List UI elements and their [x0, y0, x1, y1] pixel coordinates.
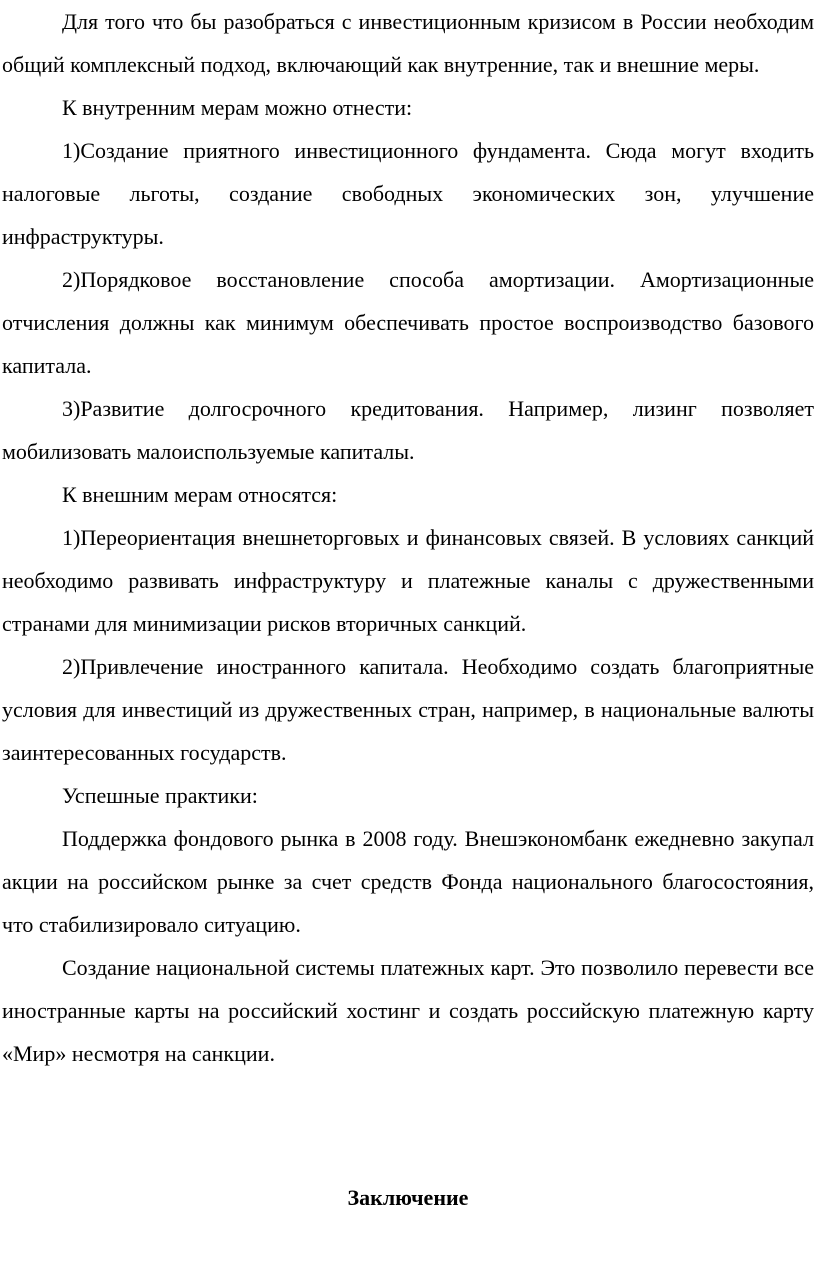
paragraph-external-measure-1: 1)Переориентация внешнеторговых и финансовых связей. В условиях санкций необходимо развивать инфраструктуру и платежные каналы с дружественными странами для минимизации рисков вторичных санкций. — [2, 525, 814, 636]
paragraph-practice-1: Поддержка фондового рынка в 2008 году. Внешэкономбанк ежедневно закупал акции на российском рынке за счет средств Фонда национального благосостояния, что стабилизировало ситуацию. — [2, 826, 814, 937]
paragraph-external-measures-heading: К внешним мерам относятся: — [62, 482, 338, 507]
section-heading-conclusion: Заключение — [347, 1185, 469, 1210]
paragraph-practices-heading: Успешные практики: — [62, 783, 258, 808]
paragraph-internal-measure-3: 3)Развитие долгосрочного кредитования. Например, лизинг позволяет мобилизовать малоиспользуемые капиталы. — [2, 396, 814, 464]
paragraph-intro: Для того что бы разобраться с инвестиционным кризисом в России необходим общий комплексный подход, включающий как внутренние, так и внешние меры. — [2, 9, 814, 77]
paragraph-external-measure-2: 2)Привлечение иностранного капитала. Необходимо создать благоприятные условия для инвестиций из дружественных стран, например, в национальные валюты заинтересованных государств. — [2, 654, 814, 765]
paragraph-practice-2: Создание национальной системы платежных карт. Это позволило перевести все иностранные карты на российский хостинг и создать российскую платежную карту «Мир» несмотря на санкции. — [2, 955, 814, 1066]
document-body — [2, 0, 814, 1075]
paragraph-internal-measure-1: 1)Создание приятного инвестиционного фундамента. Сюда могут входить налоговые льготы, создание свободных экономических зон, улучшение инфраструктуры. — [2, 138, 814, 249]
paragraph-internal-measures-heading: К внутренним мерам можно отнести: — [62, 95, 413, 120]
paragraph-internal-measure-2: 2)Порядковое восстановление способа амортизации. Амортизационные отчисления должны как минимум обеспечивать простое воспроизводство базового капитала. — [2, 267, 814, 378]
